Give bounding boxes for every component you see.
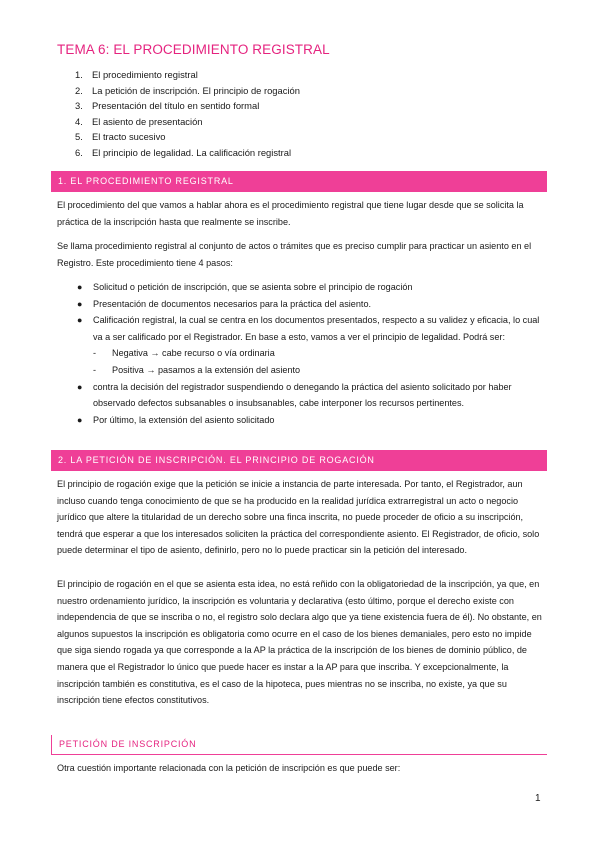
toc-number: 3. <box>75 100 83 112</box>
subsection-heading: PETICIÓN DE INSCRIPCIÓN <box>51 735 547 755</box>
toc-text: La petición de inscripción. El principio de rogación <box>92 84 300 96</box>
toc-text: El asiento de presentación <box>92 115 203 127</box>
toc-number: 4. <box>75 115 83 127</box>
dash-icon: - <box>93 348 97 359</box>
sublist-item <box>93 362 549 379</box>
toc-text: El tracto sucesivo <box>92 131 166 143</box>
bullet-icon: ● <box>77 315 83 326</box>
procedure-steps-list <box>57 279 549 428</box>
page-title: TEMA 6: EL PROCEDIMIENTO REGISTRAL <box>57 42 330 57</box>
section-2-paragraph-1: El principio de rogación exige que la petición se inicie a instancia de parte interesada. Por tanto, el Registrador, aun incluso cuando tenga conocimiento de que se ha producido en la realidad jurídica extrarregistral un acto o negocio jurídico que altere la titularidad de un derecho sobre una finca inscrita, no puede proceder de oficio a su inscripción, tendrá que esperar a que los interesados soliciten la práctica del correspondiente asiento. El Registrador, de oficio, solo puede determinar el tipo de asiento, definirlo, pero no lo puede practicar sin la petición del interesado. <box>57 479 540 556</box>
toc-text: Presentación del título en sentido formal <box>92 100 260 112</box>
toc-item <box>57 129 300 145</box>
list-item-text: Presentación de documentos necesarios para la práctica del asiento. <box>93 298 372 309</box>
section-1-paragraph-1: El procedimiento del que vamos a hablar ahora es el procedimiento registral que tiene lugar desde que se solicita la práctica de la inscripción hasta que realmente se inscribe. <box>57 200 524 227</box>
calification-sublist <box>93 345 549 378</box>
toc-item <box>57 145 300 161</box>
sublist-item-text: Negativa → cabe recurso o vía ordinaria <box>112 348 275 359</box>
bullet-icon: ● <box>77 298 83 309</box>
list-item <box>57 412 549 429</box>
toc-number: 2. <box>75 84 83 96</box>
list-item <box>57 279 549 296</box>
toc-item <box>57 83 300 99</box>
list-item-text: Calificación registral, la cual se centra en los documentos presentados, respecto a su validez y eficacia, lo cual va a ser calificado por el Registrador. En base a esto, vamos a ver el principio de legalidad. Podrá ser: <box>93 315 540 342</box>
bullet-icon: ● <box>77 381 83 392</box>
section-2-paragraph-2: El principio de rogación en el que se asienta esta idea, no está reñido con la obligatoriedad de la inscripción, ya que, en nuestro ordenamiento jurídico, la inscripción es voluntaria y declarativa (esto último, porque el derecho existe con independencia de que se inscriba o no, el registro solo declara algo que ya tiene existencia fuera de él). No obstante, en algunos supuestos la inscripción es obligatoria como ocurre en el caso de los bienes demaniales, pero esto no impide que siga siendo rogada ya que corresponde a la AP la práctica de la inscripción de los bienes de dominio público, de manera que el Registrador lo único que puede hacer es instar a la AP para que inscriba. Y excepcionalmente, la inscripción también es constitutiva, es el caso de la hipoteca, pues mientras no se inscriba, no existe, ya que su inscripción tiene efectos constitutivos. <box>57 579 542 706</box>
toc-item <box>57 98 300 114</box>
list-item-text: Por último, la extensión del asiento solicitado <box>93 414 275 425</box>
list-item-text: Solicitud o petición de inscripción, que se asienta sobre el principio de rogación <box>93 282 413 292</box>
section-1-heading: 1. EL PROCEDIMIENTO REGISTRAL <box>51 171 547 192</box>
sublist-item-text: Positiva → pasamos a la extensión del asiento <box>112 364 301 375</box>
sublist-item <box>93 345 549 362</box>
section-1-paragraph-2: Se llama procedimiento registral al conjunto de actos o trámites que es preciso cumplir para practicar un asiento en el Registro. Este procedimiento tiene 4 pasos: <box>57 241 532 268</box>
page-number: 1 <box>535 793 541 804</box>
subsection-paragraph-1: Otra cuestión importante relacionada con la petición de inscripción es que puede ser: <box>57 763 401 773</box>
toc-number: 6. <box>75 146 83 158</box>
list-item <box>57 379 549 412</box>
toc-number: 5. <box>75 131 83 143</box>
list-item <box>57 296 549 313</box>
bullet-icon: ● <box>77 282 83 292</box>
bullet-icon: ● <box>77 414 83 425</box>
list-item-text: contra la decisión del registrador suspendiendo o denegando la práctica del asiento solicitado por haber observado defectos subsanables o insubsanables, cabe interponer los recursos pertinentes. <box>93 381 512 409</box>
list-item <box>57 312 549 378</box>
toc-number: 1. <box>75 69 83 80</box>
table-of-contents <box>57 67 300 161</box>
dash-icon: - <box>93 364 97 375</box>
section-2-heading: 2. LA PETICIÓN DE INSCRIPCIÓN. EL PRINCIPIO DE ROGACIÓN <box>51 450 547 471</box>
toc-text: El procedimiento registral <box>92 69 198 80</box>
toc-text: El principio de legalidad. La calificación registral <box>92 146 292 158</box>
toc-item <box>57 67 300 83</box>
toc-item <box>57 114 300 130</box>
